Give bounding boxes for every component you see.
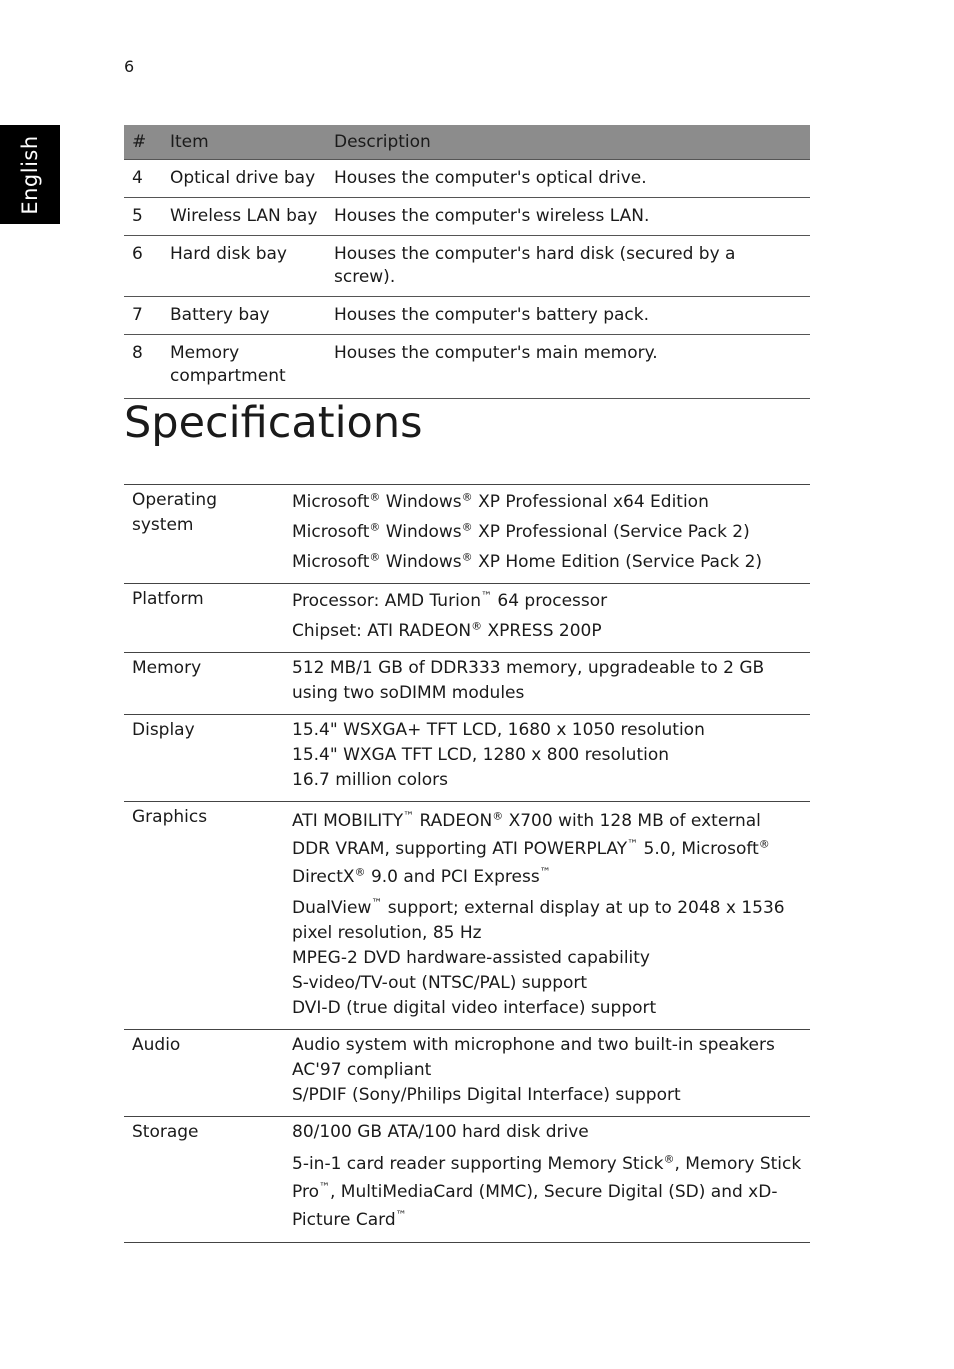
row-description: Houses the computer's battery pack. <box>326 297 810 335</box>
spec-row-operating-system <box>124 485 810 584</box>
spec-value <box>284 485 810 584</box>
storage-card-reader: 5-in-1 card reader supporting Memory Stick®, Memory Stick Pro™, MultiMediaCard (MMC), Secure Digital (SD) and xD-Picture Card™ <box>292 1152 802 1230</box>
spec-label: Audio <box>124 1030 284 1117</box>
table-row <box>124 198 810 236</box>
row-item: Hard disk bay <box>162 236 326 297</box>
spec-value <box>284 1030 810 1117</box>
row-description: Houses the computer's main memory. <box>326 335 810 399</box>
components-table <box>124 125 810 399</box>
graphics-dualview: DualView™ support; external display at up to 2048 x 1536 pixel resolution, 85 Hz <box>292 896 785 943</box>
row-item: Memory compartment <box>162 335 326 399</box>
row-description: Houses the computer's hard disk (secured by a screw). <box>326 236 810 297</box>
storage-line-1: 80/100 GB ATA/100 hard disk drive <box>292 1122 589 1142</box>
column-header-description: Description <box>326 125 810 160</box>
spec-value <box>284 715 810 802</box>
row-item: Optical drive bay <box>162 160 326 198</box>
table-row <box>124 297 810 335</box>
audio-line-2: AC'97 compliant <box>292 1060 432 1080</box>
row-description: Houses the computer's optical drive. <box>326 160 810 198</box>
graphics-chip: ATI MOBILITY™ RADEON® X700 with 128 MB of external DDR VRAM, supporting ATI POWERPLAY™ 5.0, Microsoft® DirectX® 9.0 and PCI Express™ <box>292 809 770 887</box>
spec-label: Operating system <box>124 485 284 584</box>
column-header-item: Item <box>162 125 326 160</box>
table-row <box>124 236 810 297</box>
graphics-line-4: S-video/TV-out (NTSC/PAL) support <box>292 973 588 993</box>
row-description: Houses the computer's wireless LAN. <box>326 198 810 236</box>
row-num: 7 <box>124 297 162 335</box>
spec-row-platform <box>124 584 810 653</box>
spec-label: Display <box>124 715 284 802</box>
spec-value <box>284 584 810 653</box>
specifications-table <box>124 484 810 1243</box>
row-item: Wireless LAN bay <box>162 198 326 236</box>
spec-value <box>284 802 810 1030</box>
spec-label: Storage <box>124 1117 284 1243</box>
spec-value <box>284 1117 810 1243</box>
graphics-line-5: DVI-D (true digital video interface) support <box>292 998 657 1018</box>
os-line-2: Microsoft® Windows® XP Professional (Service Pack 2) <box>292 520 750 542</box>
platform-chipset: Chipset: ATI RADEON® XPRESS 200P <box>292 619 602 641</box>
table-row <box>124 335 810 399</box>
row-num: 8 <box>124 335 162 399</box>
language-tab <box>0 125 60 224</box>
spec-row-display <box>124 715 810 802</box>
audio-line-1: Audio system with microphone and two built-in speakers <box>292 1035 775 1055</box>
page-number: 6 <box>124 57 135 76</box>
spec-label: Platform <box>124 584 284 653</box>
display-line-2: 15.4" WXGA TFT LCD, 1280 x 800 resolution <box>292 745 670 765</box>
column-header-num: # <box>124 125 162 160</box>
spec-row-audio <box>124 1030 810 1117</box>
audio-line-3: S/PDIF (Sony/Philips Digital Interface) support <box>292 1085 681 1105</box>
row-num: 6 <box>124 236 162 297</box>
spec-value: 512 MB/1 GB of DDR333 memory, upgradeable to 2 GB using two soDIMM modules <box>284 653 810 715</box>
display-line-3: 16.7 million colors <box>292 770 449 790</box>
row-num: 5 <box>124 198 162 236</box>
table-row <box>124 160 810 198</box>
section-title: Specifications <box>124 398 423 448</box>
graphics-line-3: MPEG-2 DVD hardware-assisted capability <box>292 948 650 968</box>
language-tab-label: English <box>18 135 42 215</box>
table-header-row <box>124 125 810 160</box>
spec-row-storage <box>124 1117 810 1243</box>
row-num: 4 <box>124 160 162 198</box>
spec-label: Graphics <box>124 802 284 1030</box>
spec-row-graphics <box>124 802 810 1030</box>
platform-processor: Processor: AMD Turion™ 64 processor <box>292 589 608 611</box>
row-item: Battery bay <box>162 297 326 335</box>
spec-label: Memory <box>124 653 284 715</box>
os-line-3: Microsoft® Windows® XP Home Edition (Service Pack 2) <box>292 550 763 572</box>
os-line-1: Microsoft® Windows® XP Professional x64 Edition <box>292 490 709 512</box>
spec-row-memory <box>124 653 810 715</box>
display-line-1: 15.4" WSXGA+ TFT LCD, 1680 x 1050 resolution <box>292 720 705 740</box>
